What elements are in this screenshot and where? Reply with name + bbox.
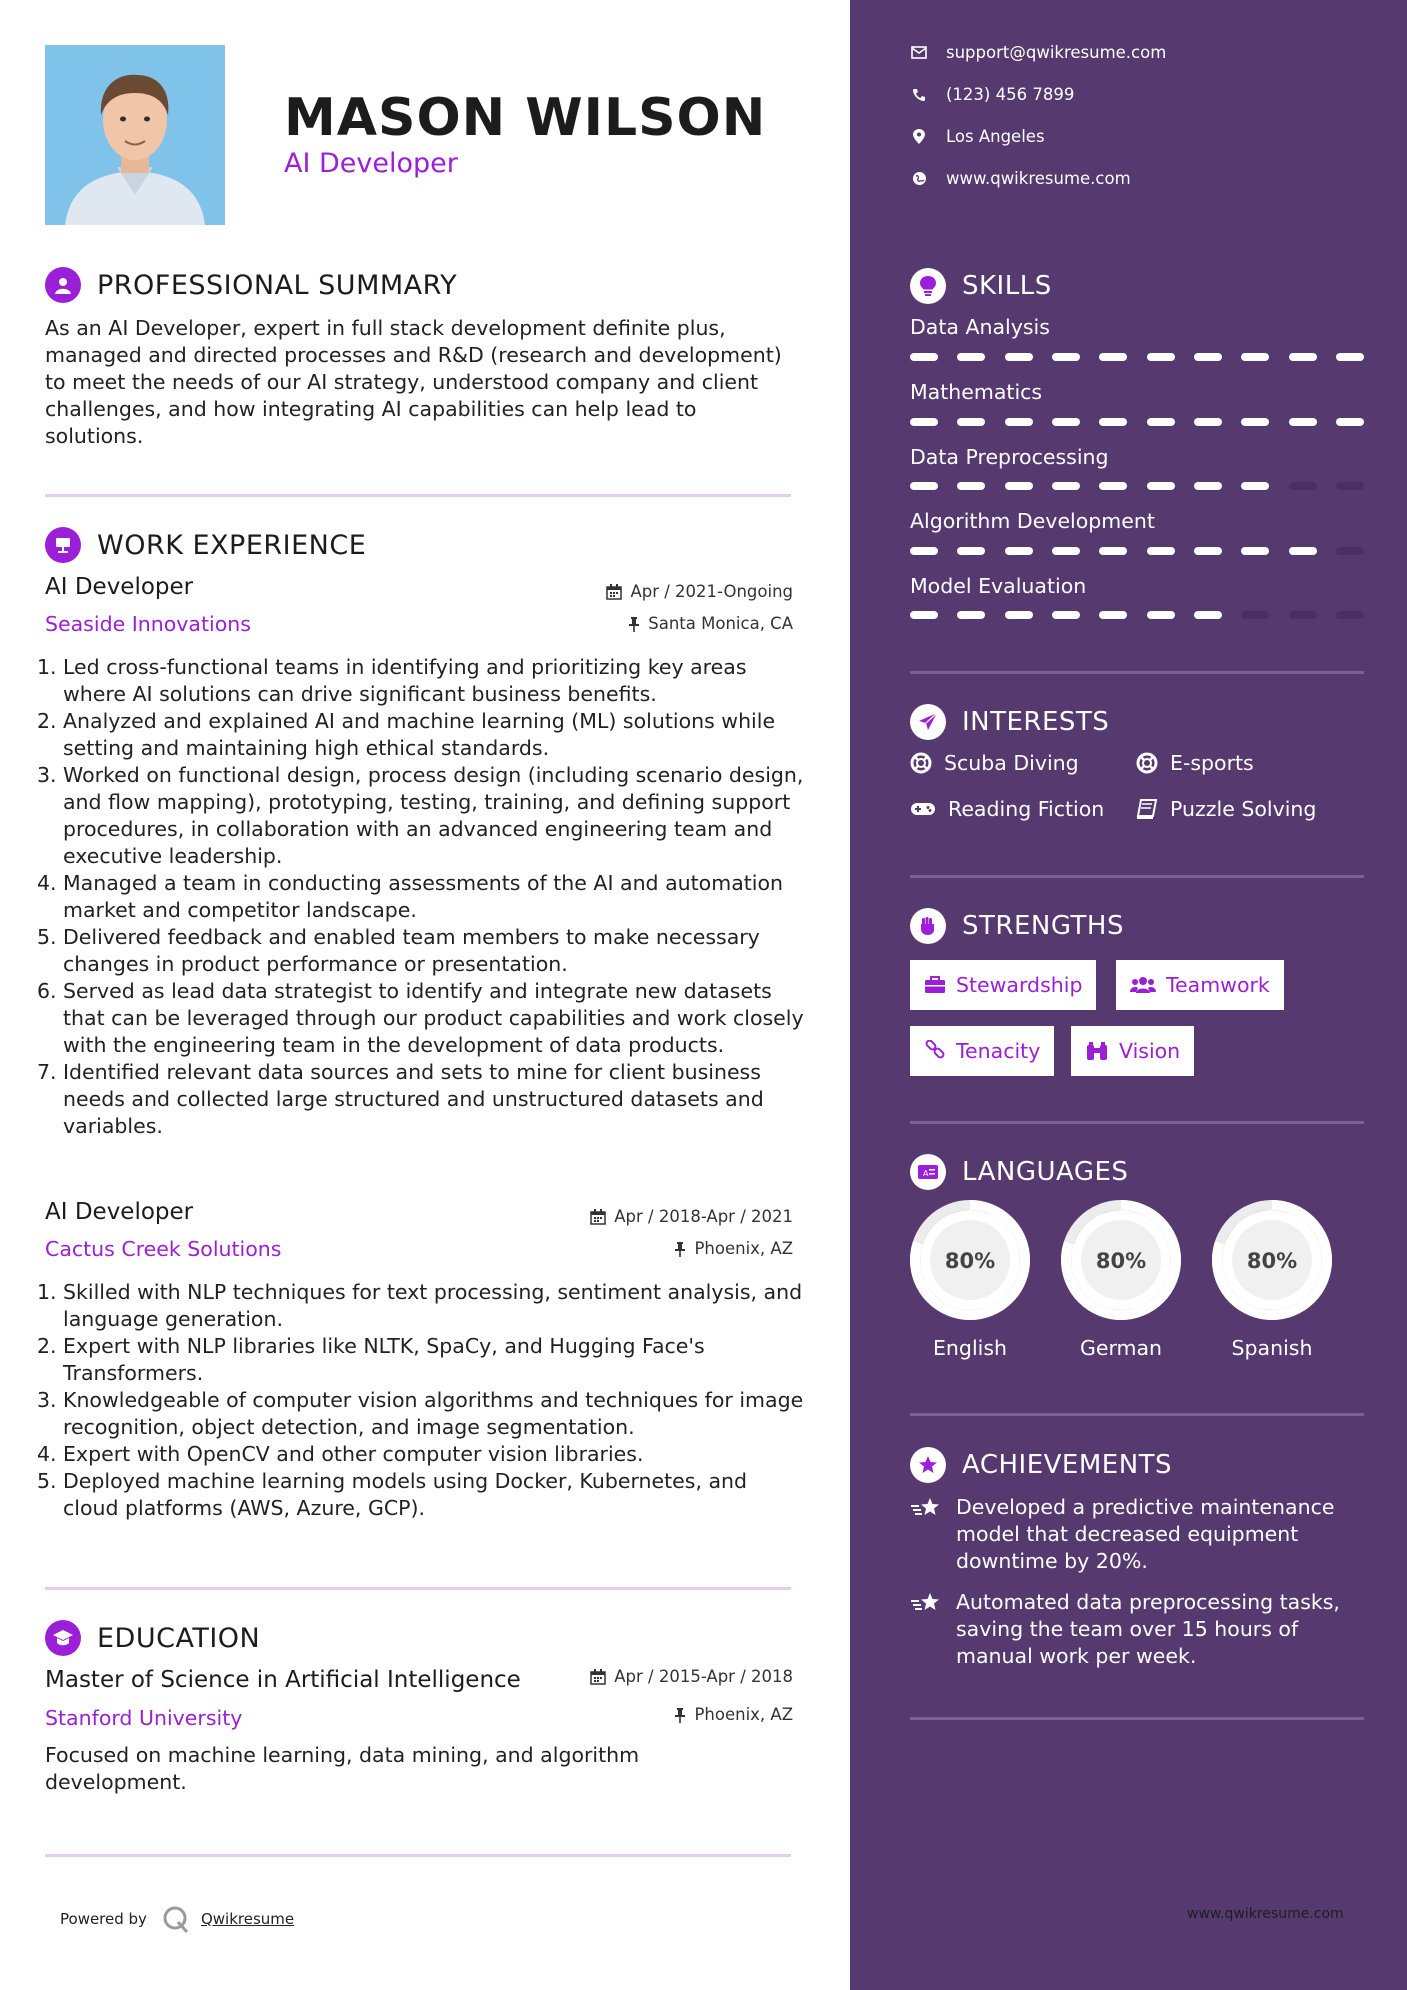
skill-dot-filled [957, 418, 985, 426]
paper-plane-icon [910, 704, 946, 740]
job-location-text: Phoenix, AZ [694, 1239, 793, 1258]
skill-dot-filled [1241, 482, 1269, 490]
skill-dot-filled [957, 482, 985, 490]
pin-icon [628, 616, 640, 632]
users-icon [1130, 976, 1156, 994]
skill-dot-filled [1241, 418, 1269, 426]
divider [910, 1413, 1364, 1416]
calendar-icon [590, 1669, 606, 1685]
job-location [674, 1239, 793, 1258]
list-item: Managed a team in conducting assessments of the AI and automation market and competitor landscape. [63, 871, 784, 922]
interests-heading [910, 704, 1109, 740]
summary-title: PROFESSIONAL SUMMARY [97, 269, 458, 301]
skills-heading [910, 268, 1052, 304]
experience-title: WORK EXPERIENCE [97, 529, 367, 561]
language-ring [1211, 1199, 1333, 1321]
skill-dot-empty [1289, 611, 1317, 619]
skill-dot-filled [1241, 547, 1269, 555]
skill-dot-filled [1194, 353, 1222, 361]
skill-dot-filled [1052, 482, 1080, 490]
language-percent: 80% [944, 1249, 996, 1273]
skill-dot-filled [1005, 547, 1033, 555]
location-text: Los Angeles [946, 127, 1045, 146]
language-label: German [1079, 1336, 1163, 1360]
pin-icon [674, 1241, 686, 1257]
strength-chip [910, 960, 1096, 1010]
lightbulb-icon [910, 268, 946, 304]
skill-rating [910, 482, 1364, 490]
skill-label: Algorithm Development [910, 509, 1155, 533]
divider [45, 494, 791, 497]
strengths-title: STRENGTHS [962, 911, 1124, 941]
skill-dot-filled [910, 418, 938, 426]
strength-label: Vision [1119, 1039, 1181, 1063]
summary-heading [45, 267, 457, 303]
interest-label: E-sports [1170, 751, 1254, 775]
strength-label: Teamwork [1166, 973, 1270, 997]
lifebuoy-icon [910, 752, 932, 774]
skill-dot-filled [1147, 418, 1175, 426]
list-item: Identified relevant data sources and sets to mine for client business needs and collected large structured and unstructured datasets and variables. [63, 1060, 764, 1138]
strengths-heading [910, 908, 1124, 944]
achievement-text: Automated data preprocessing tasks, saving the team over 15 hours of manual work per week. [956, 1590, 1340, 1668]
gamepad-icon [910, 801, 936, 817]
contact-email[interactable] [910, 43, 1166, 62]
skill-dot-filled [1147, 482, 1175, 490]
strength-label: Tenacity [956, 1039, 1041, 1063]
interest-label: Scuba Diving [944, 751, 1079, 775]
graduation-icon [45, 1620, 81, 1656]
job-company: Cactus Creek Solutions [45, 1237, 282, 1261]
languages-title: LANGUAGES [962, 1157, 1129, 1187]
skill-dot-filled [1005, 482, 1033, 490]
skill-rating [910, 418, 1364, 426]
svg-text:A: A [923, 1169, 929, 1178]
interests-title: INTERESTS [962, 707, 1110, 737]
job-company: Seaside Innovations [45, 612, 251, 636]
job-bullets [45, 654, 805, 1140]
skill-dot-empty [1289, 482, 1317, 490]
skill-dot-filled [910, 353, 938, 361]
email-text: support@qwikresume.com [946, 43, 1167, 62]
skill-dot-filled [957, 547, 985, 555]
skill-dot-filled [1194, 482, 1222, 490]
skill-dot-filled [1147, 611, 1175, 619]
skill-label: Model Evaluation [910, 574, 1087, 598]
globe-icon [912, 171, 927, 186]
strength-chip [910, 1026, 1054, 1076]
qwikresume-link[interactable]: Qwikresume [200, 1910, 295, 1928]
interest-item [910, 751, 1079, 775]
interest-item [1136, 751, 1254, 775]
star-badge-icon [910, 1447, 946, 1483]
education-title: EDUCATION [97, 1622, 261, 1654]
experience-heading [45, 527, 366, 563]
skill-dot-filled [1052, 611, 1080, 619]
skill-dot-filled [1241, 353, 1269, 361]
calendar-icon [590, 1209, 606, 1225]
skill-dot-filled [1099, 611, 1127, 619]
skill-dot-filled [1052, 418, 1080, 426]
skill-dot-filled [1147, 353, 1175, 361]
summary-text: As an AI Developer, expert in full stack development definite plus, managed and directed processes and R&D (research and development) to meet the needs of our AI strategy, understood company and client challenges, and how integrating AI capabilities can help lead to solutions. [45, 316, 782, 448]
phone-text: (123) 456 7899 [946, 85, 1075, 104]
language-percent: 80% [1095, 1249, 1147, 1273]
achievements-heading [910, 1447, 1172, 1483]
skill-label: Mathematics [910, 380, 1043, 404]
school-name: Stanford University [45, 1706, 243, 1730]
education-date [590, 1667, 793, 1686]
skill-dot-filled [1099, 547, 1127, 555]
skill-dot-filled [1052, 353, 1080, 361]
list-item: Skilled with NLP techniques for text processing, sentiment analysis, and language generation. [63, 1280, 803, 1331]
skills-title: SKILLS [962, 271, 1052, 301]
interest-label: Reading Fiction [948, 797, 1105, 821]
education-location-text: Phoenix, AZ [694, 1705, 793, 1724]
skill-dot-filled [1194, 418, 1222, 426]
location-icon [913, 129, 925, 144]
list-item: Expert with OpenCV and other computer vision libraries. [63, 1442, 644, 1466]
strength-chip [1071, 1026, 1194, 1076]
education-date-text: Apr / 2015-Apr / 2018 [614, 1667, 793, 1686]
website-text: www.qwikresume.com [946, 169, 1131, 188]
list-item: Knowledgeable of computer vision algorithms and techniques for image recognition, object detection, and image segmentation. [63, 1388, 804, 1439]
skill-dot-filled [910, 547, 938, 555]
skill-dot-filled [957, 611, 985, 619]
list-item: Expert with NLP libraries like NLTK, SpaCy, and Hugging Face's Transformers. [63, 1334, 705, 1385]
language-icon [910, 1154, 946, 1190]
shooting-star-icon [910, 1496, 942, 1520]
skill-dot-empty [1336, 482, 1364, 490]
skill-dot-filled [1289, 353, 1317, 361]
job-bullets [45, 1279, 805, 1522]
education-heading [45, 1620, 260, 1656]
achievements-title: ACHIEVEMENTS [962, 1450, 1173, 1480]
skill-dot-filled [1005, 611, 1033, 619]
divider [910, 1121, 1364, 1124]
job-title: AI Developer [45, 1199, 194, 1225]
skill-label: Data Analysis [910, 315, 1050, 339]
calendar-icon [606, 584, 622, 600]
skill-dot-empty [1336, 547, 1364, 555]
fist-icon [910, 908, 946, 944]
skill-dot-filled [1147, 547, 1175, 555]
divider [45, 1587, 791, 1590]
presenter-icon [45, 527, 81, 563]
skill-dot-filled [1099, 482, 1127, 490]
languages-heading [910, 1154, 1128, 1190]
divider [45, 1854, 791, 1857]
phone-icon [912, 88, 926, 102]
qwikresume-logo-icon [161, 1904, 191, 1934]
footer-url[interactable]: www.qwikresume.com [1187, 1906, 1344, 1922]
skill-dot-filled [1099, 353, 1127, 361]
skill-dot-filled [1336, 418, 1364, 426]
achievement-item [910, 1589, 1366, 1670]
binoculars-icon [1085, 1041, 1109, 1061]
skill-rating [910, 353, 1364, 361]
job-location [628, 614, 793, 633]
powered-by-label: Powered by [60, 1910, 147, 1928]
education-location [674, 1705, 793, 1724]
strength-chip [1116, 960, 1284, 1010]
skill-dot-filled [1194, 611, 1222, 619]
contact-phone[interactable] [910, 85, 1074, 104]
job-date-text: Apr / 2021-Ongoing [630, 582, 793, 601]
job-date-text: Apr / 2018-Apr / 2021 [614, 1207, 793, 1226]
list-item: Analyzed and explained AI and machine learning (ML) solutions while setting and maintaining high ethical standards. [63, 709, 776, 760]
divider [910, 671, 1364, 674]
interest-item [910, 797, 1104, 821]
list-item: Deployed machine learning models using Docker, Kubernetes, and cloud platforms (AWS, Azure, GCP). [63, 1469, 748, 1520]
contact-location [910, 127, 1045, 146]
skill-dot-filled [910, 482, 938, 490]
education-description: Focused on machine learning, data mining, and algorithm development. [45, 1743, 640, 1794]
language-percent: 80% [1246, 1249, 1298, 1273]
interest-label: Puzzle Solving [1170, 797, 1317, 821]
list-item: Served as lead data strategist to identify and integrate new datasets that can be leveraged through our product capabilities and work closely with the engineering team in the development of data products. [63, 979, 804, 1057]
language-ring [1060, 1199, 1182, 1321]
list-item: Led cross-functional teams in identifying and prioritizing key areas where AI solutions can drive significant business benefits. [63, 655, 747, 706]
powered-by [60, 1904, 294, 1934]
skill-dot-filled [1336, 353, 1364, 361]
skill-dot-filled [1289, 547, 1317, 555]
skill-dot-filled [1005, 353, 1033, 361]
pin-icon [674, 1707, 686, 1723]
list-item: Worked on functional design, process design (including scenario design, and flow mapping), prototyping, testing, training, and defining support procedures, in collaboration with an advanced engineering team and executive leadership. [63, 763, 804, 868]
degree-title: Master of Science in Artificial Intelligence [45, 1667, 521, 1693]
link-icon [924, 1040, 946, 1062]
briefcase-icon [924, 976, 946, 994]
skill-label: Data Preprocessing [910, 445, 1109, 469]
profile-photo [45, 45, 225, 225]
book-icon [1136, 798, 1158, 820]
job-date [606, 582, 793, 601]
language-ring [909, 1199, 1031, 1321]
skill-dot-filled [1194, 547, 1222, 555]
language-label: Spanish [1231, 1336, 1313, 1360]
interest-item [1136, 797, 1316, 821]
divider [910, 875, 1364, 878]
skill-dot-filled [1005, 418, 1033, 426]
list-item: Delivered feedback and enabled team members to make necessary changes in product performance or presentation. [63, 925, 760, 976]
strength-label: Stewardship [956, 973, 1083, 997]
skill-dot-empty [1241, 611, 1269, 619]
skill-dot-filled [910, 611, 938, 619]
shooting-star-icon [910, 1591, 942, 1615]
achievement-text: Developed a predictive maintenance model that decreased equipment downtime by 20%. [956, 1495, 1335, 1573]
skill-dot-empty [1336, 611, 1364, 619]
skill-dot-filled [1099, 418, 1127, 426]
job-title: AI Developer [45, 574, 194, 600]
divider [910, 1717, 1364, 1720]
contact-website[interactable] [910, 169, 1131, 188]
envelope-icon [911, 46, 927, 59]
skill-dot-filled [1289, 418, 1317, 426]
user-icon [45, 267, 81, 303]
achievement-item [910, 1494, 1366, 1575]
candidate-title: AI Developer [284, 148, 458, 179]
candidate-name: MASON WILSON [284, 88, 767, 148]
language-label: English [932, 1336, 1008, 1360]
skill-dot-filled [957, 353, 985, 361]
job-location-text: Santa Monica, CA [648, 614, 793, 633]
lifebuoy-icon [1136, 752, 1158, 774]
skill-dot-filled [1052, 547, 1080, 555]
skill-rating [910, 611, 1364, 619]
skill-rating [910, 547, 1364, 555]
job-date [590, 1207, 793, 1226]
